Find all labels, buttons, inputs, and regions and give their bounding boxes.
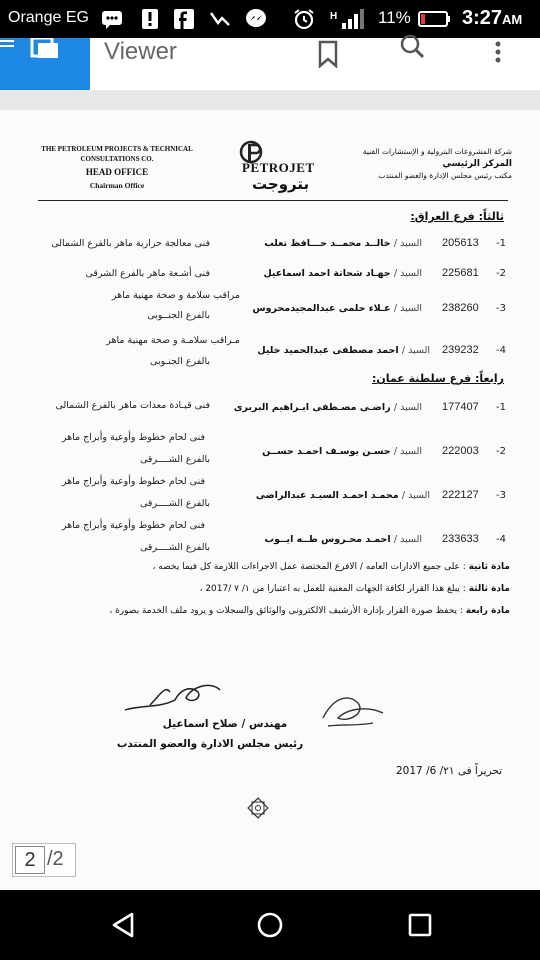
alert-icon [138,7,162,31]
section-title-oman: رابعاً: فرع سلطنة عمان: [371,372,504,385]
menu-button[interactable] [0,38,90,90]
recents-icon[interactable] [405,910,435,940]
employee-name: خالــد محمــد حـــافظ تعلب [264,238,391,249]
row-number: -4 [496,345,506,356]
section-title-iraq: ثالثاً: فرع العراق: [410,210,504,223]
article-2-text: : على جميع الادارات العامه / الافرع المختصة عمل الاجراءات اللازمة كل فيما يخصه ، [152,562,466,572]
signatory-name: مهندس / صلاح اسماعيل [162,718,288,730]
name-prefix: السيد / [393,238,422,249]
job-branch: بالفرع الشــــرقى [139,454,210,465]
signatory-title: رئيس مجلس الادارة والعضو المنتدب [116,738,304,750]
name-prefix: السيد / [401,490,430,501]
job-title: فنى أشـعة ماهر بالفرع الشرقى [85,268,210,279]
current-page[interactable]: 2 [15,846,45,874]
name-prefix: السيد / [401,345,430,356]
article-3-text: : يبلغ هذا القرار لكافة الجهات المعنية للعمل به اعتبارا من ١/ ٧ /2017 ، [199,584,466,594]
company-name-ar: شركة المشروعات البترولية و الإستشارات الفنية [362,147,512,156]
navigation-bar [0,890,540,960]
page-indicator[interactable] [12,843,76,877]
job-title: مـراقب سلامـة و صحة مهنية ماهر [106,335,240,346]
check-icon [208,7,232,31]
signature-secondary [318,688,388,733]
petrojet-logo [232,140,322,195]
app-title: Viewer [104,38,177,65]
battery-icon [418,7,452,31]
employee-code: 225681 [442,267,479,279]
signature-chairman [120,670,240,720]
row-number: -4 [496,534,506,545]
article-4 [109,606,510,616]
name-prefix: السيد / [393,402,422,413]
row-number: -2 [496,268,506,279]
svg-text:H: H [330,11,338,22]
row-number: -1 [496,238,506,249]
employee-name: احمد مصطفى عبدالحميد خليل [257,345,399,356]
search-icon[interactable] [398,32,426,60]
total-pages: /2 [47,848,64,870]
row-number: -2 [496,446,506,457]
job-branch: بالفرع الجنـوبى [150,356,210,367]
home-icon[interactable] [255,910,285,940]
company-name-en: THE PETROLEUM PROJECTS & TECHNICAL [41,145,193,153]
logo-text-en: PETROJET [242,160,315,175]
job-branch: بالفرع الشــــرقى [139,542,210,553]
issue-date: تحريراً فى ٢١/ 6/ 2017 [396,765,503,777]
name-prefix: السيد / [393,268,422,279]
job-branch: بالفرع الشــــرقى [139,498,210,509]
employee-code: 177407 [442,401,479,413]
employee-code: 239232 [442,344,479,356]
row-number: -1 [496,402,506,413]
header-english [38,145,196,190]
seal-icon [246,796,270,820]
alarm-icon [292,7,316,31]
employee-code: 233633 [442,533,479,545]
messenger-icon [244,7,268,31]
job-title: فنى لحام خطوط وأوعية وأبراج ماهر [61,476,205,487]
article-2 [153,562,511,572]
employee-name: محمـد احمـد السيـد عبدالراضى [255,490,399,501]
article-3-label: مادة ثالثة [468,584,510,594]
head-office-en: HEAD OFFICE [85,167,149,177]
employee-name: راضـى مصـطفى ابـراهيم البربرى [233,402,391,413]
employee-code: 222127 [442,489,479,501]
company-name-en-2: CONSULTATIONS CO. [80,155,154,163]
name-prefix: السيد / [393,534,422,545]
header-divider [38,200,508,201]
chairman-office-ar: مكتب رئيس مجلس الإدارة والعضو المنتدب [378,171,512,180]
article-2-label: مادة ثانية [468,562,510,572]
app-toolbar [0,38,540,90]
job-title: فنى قيـادة معدات ماهر بالفرع الشمالى [55,400,210,411]
employee-code: 222003 [442,445,479,457]
employee-code: 238260 [442,302,479,314]
employee-name: احمـد محـروس طــه ايــوب [264,534,391,545]
clock: 3:27AM [462,7,523,29]
job-title: فنى لحام خطوط وأوعية وأبراج ماهر [61,520,205,531]
name-prefix: السيد / [393,446,422,457]
name-prefix: السيد / [393,303,422,314]
head-office-ar: المركز الرئيسي [442,159,512,169]
back-icon[interactable] [108,910,138,940]
employee-code: 205613 [442,237,479,249]
carrier-name: Orange EG [8,9,89,26]
facebook-icon [172,7,196,31]
header-arabic [360,146,512,182]
bookmark-icon[interactable] [314,40,342,68]
article-4-label: مادة رابعة [465,606,510,616]
document-page [0,110,540,890]
chat-icon [100,7,124,31]
signal-icon [330,7,366,31]
document-icon [28,38,60,60]
job-branch: بالفرع الجنــوبى [147,310,210,321]
logo-text-ar: بتروجت [252,175,310,193]
row-number: -3 [496,490,506,501]
job-title: فنى لحام خطوط وأوعية وأبراج ماهر [61,432,205,443]
status-bar [0,0,540,38]
job-title: مراقب سلامة و صحة مهنية ماهر [111,290,240,301]
menu-icon [0,38,16,54]
job-title: فنى معالجة حرارية ماهر بالفرع الشمالى [51,238,210,249]
employee-name: حسـن يوسـف احمـد حســن [262,446,391,457]
article-3 [200,584,510,594]
battery-percent: 11% [378,8,411,27]
article-4-text: : يحفظ صورة القرار بإدارة الأرشيف الالكترونى والوثائق والسجلات و يرود ملف الخدمة بصورة ، [109,606,463,616]
chairman-office-en: Chairman Office [89,181,145,190]
employee-name: جهـاد شحاتة احمد اسماعيل [263,268,391,279]
document-viewer[interactable] [0,90,540,890]
more-vertical-icon[interactable] [484,38,512,66]
employee-name: عـلاء حلمى عبدالمجيدمحروس [252,303,391,314]
row-number: -3 [496,303,506,314]
